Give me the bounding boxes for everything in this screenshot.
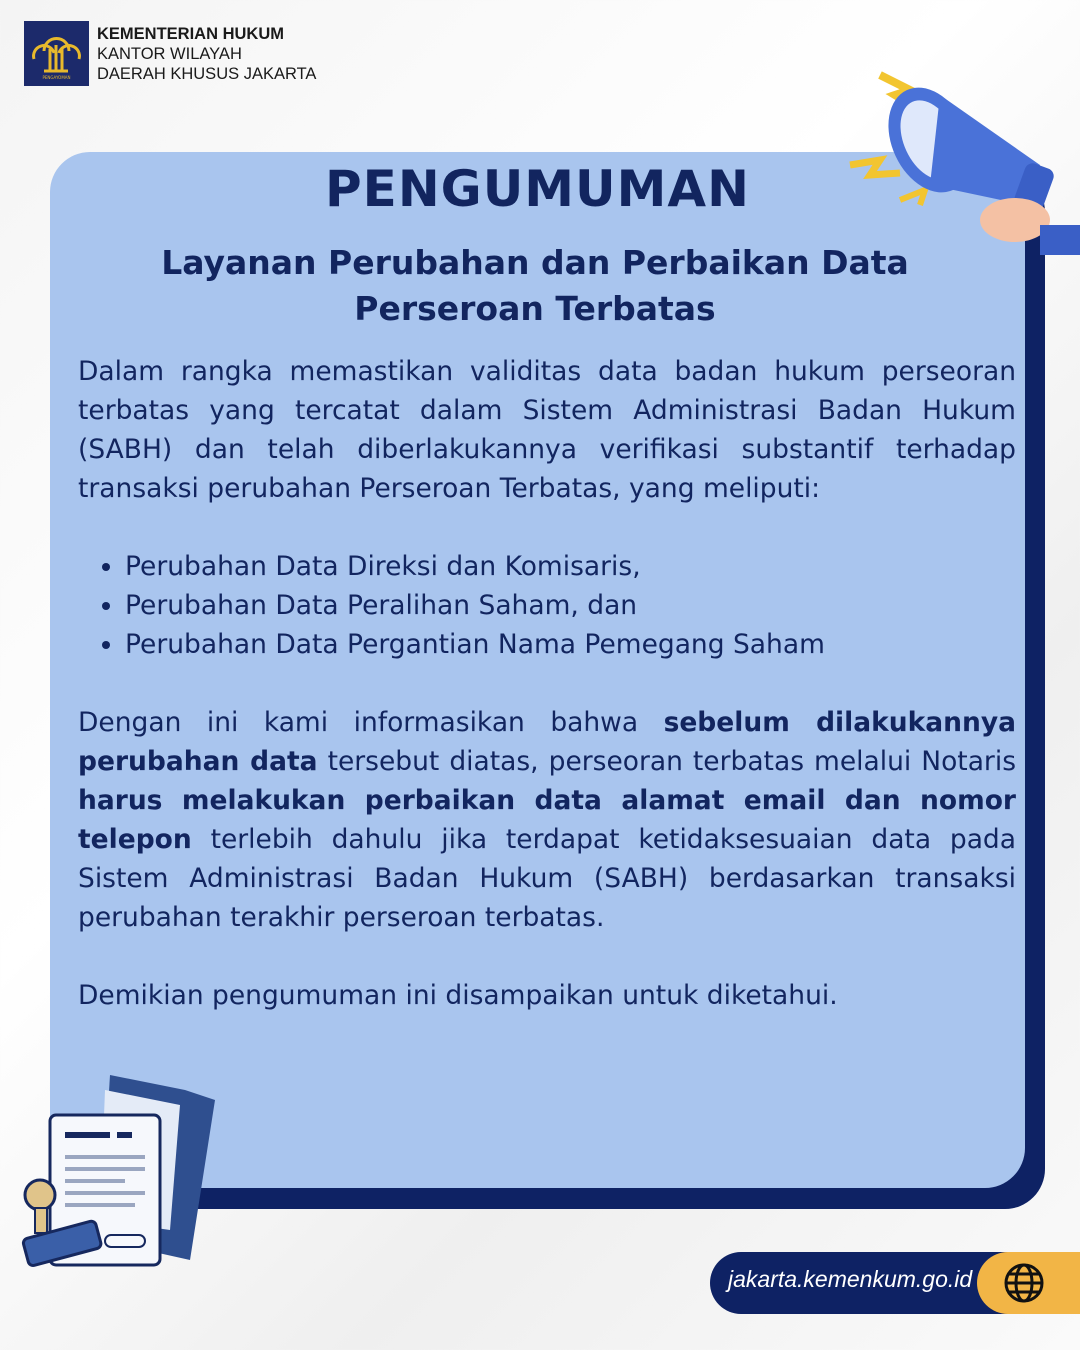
- notice-paragraph: [78, 703, 1016, 937]
- announcement-subtitle: Layanan Perubahan dan Perbaikan Data Perseroan Terbatas: [161, 243, 909, 328]
- list-item: • Perubahan Data Pergantian Nama Pemegang Saham: [125, 625, 1016, 664]
- list-item: • Perubahan Data Direksi dan Komisaris,: [125, 547, 1016, 586]
- website-url[interactable]: jakarta.kemenkum.go.id: [728, 1266, 973, 1292]
- change-list: [78, 547, 1016, 664]
- svg-text:PENGAYOMAN: PENGAYOMAN: [42, 75, 71, 80]
- list-item: • Perubahan Data Peralihan Saham, dan: [125, 586, 1016, 625]
- intro-paragraph: Dalam rangka memastikan validitas data badan hukum perseoran terbatas yang tercatat dalam Sistem Administrasi Badan Hukum (SABH) dan telah diberlakukannya verifikasi substantif terhadap transaksi perubahan Perseroan Terbatas, yang meliputi:: [78, 356, 1016, 504]
- org-line-2: KANTOR WILAYAH: [97, 45, 242, 63]
- emphasis: harus melakukan perbaikan data alamat email dan nomor telepon: [78, 785, 1016, 855]
- text: terlebih dahulu jika terdapat ketidaksesuaian data pada Sistem Administrasi Badan Hukum (SABH) berdasarkan transaksi perubahan terakhir perseroan terbatas.: [78, 824, 1016, 933]
- globe-icon: [1002, 1261, 1046, 1305]
- closing-paragraph: Demikian pengumuman ini disampaikan untuk diketahui.: [78, 980, 838, 1011]
- announcement-body: [78, 352, 1016, 1015]
- pengayoman-tree-icon: [24, 21, 89, 86]
- emphasis: sebelum dilakukannya perubahan data: [78, 707, 1016, 777]
- org-line-3: DAERAH KHUSUS JAKARTA: [97, 65, 317, 83]
- text: tersebut diatas, perseoran terbatas melalui Notaris: [317, 746, 1016, 777]
- documents-stamp-icon: [20, 1070, 230, 1270]
- org-line-1: KEMENTERIAN HUKUM: [97, 25, 284, 43]
- ministry-logo: [24, 21, 89, 86]
- announcement-title: PENGUMUMAN: [325, 160, 750, 218]
- text: Dengan ini kami informasikan bahwa: [78, 707, 664, 738]
- organization-name: [97, 24, 316, 84]
